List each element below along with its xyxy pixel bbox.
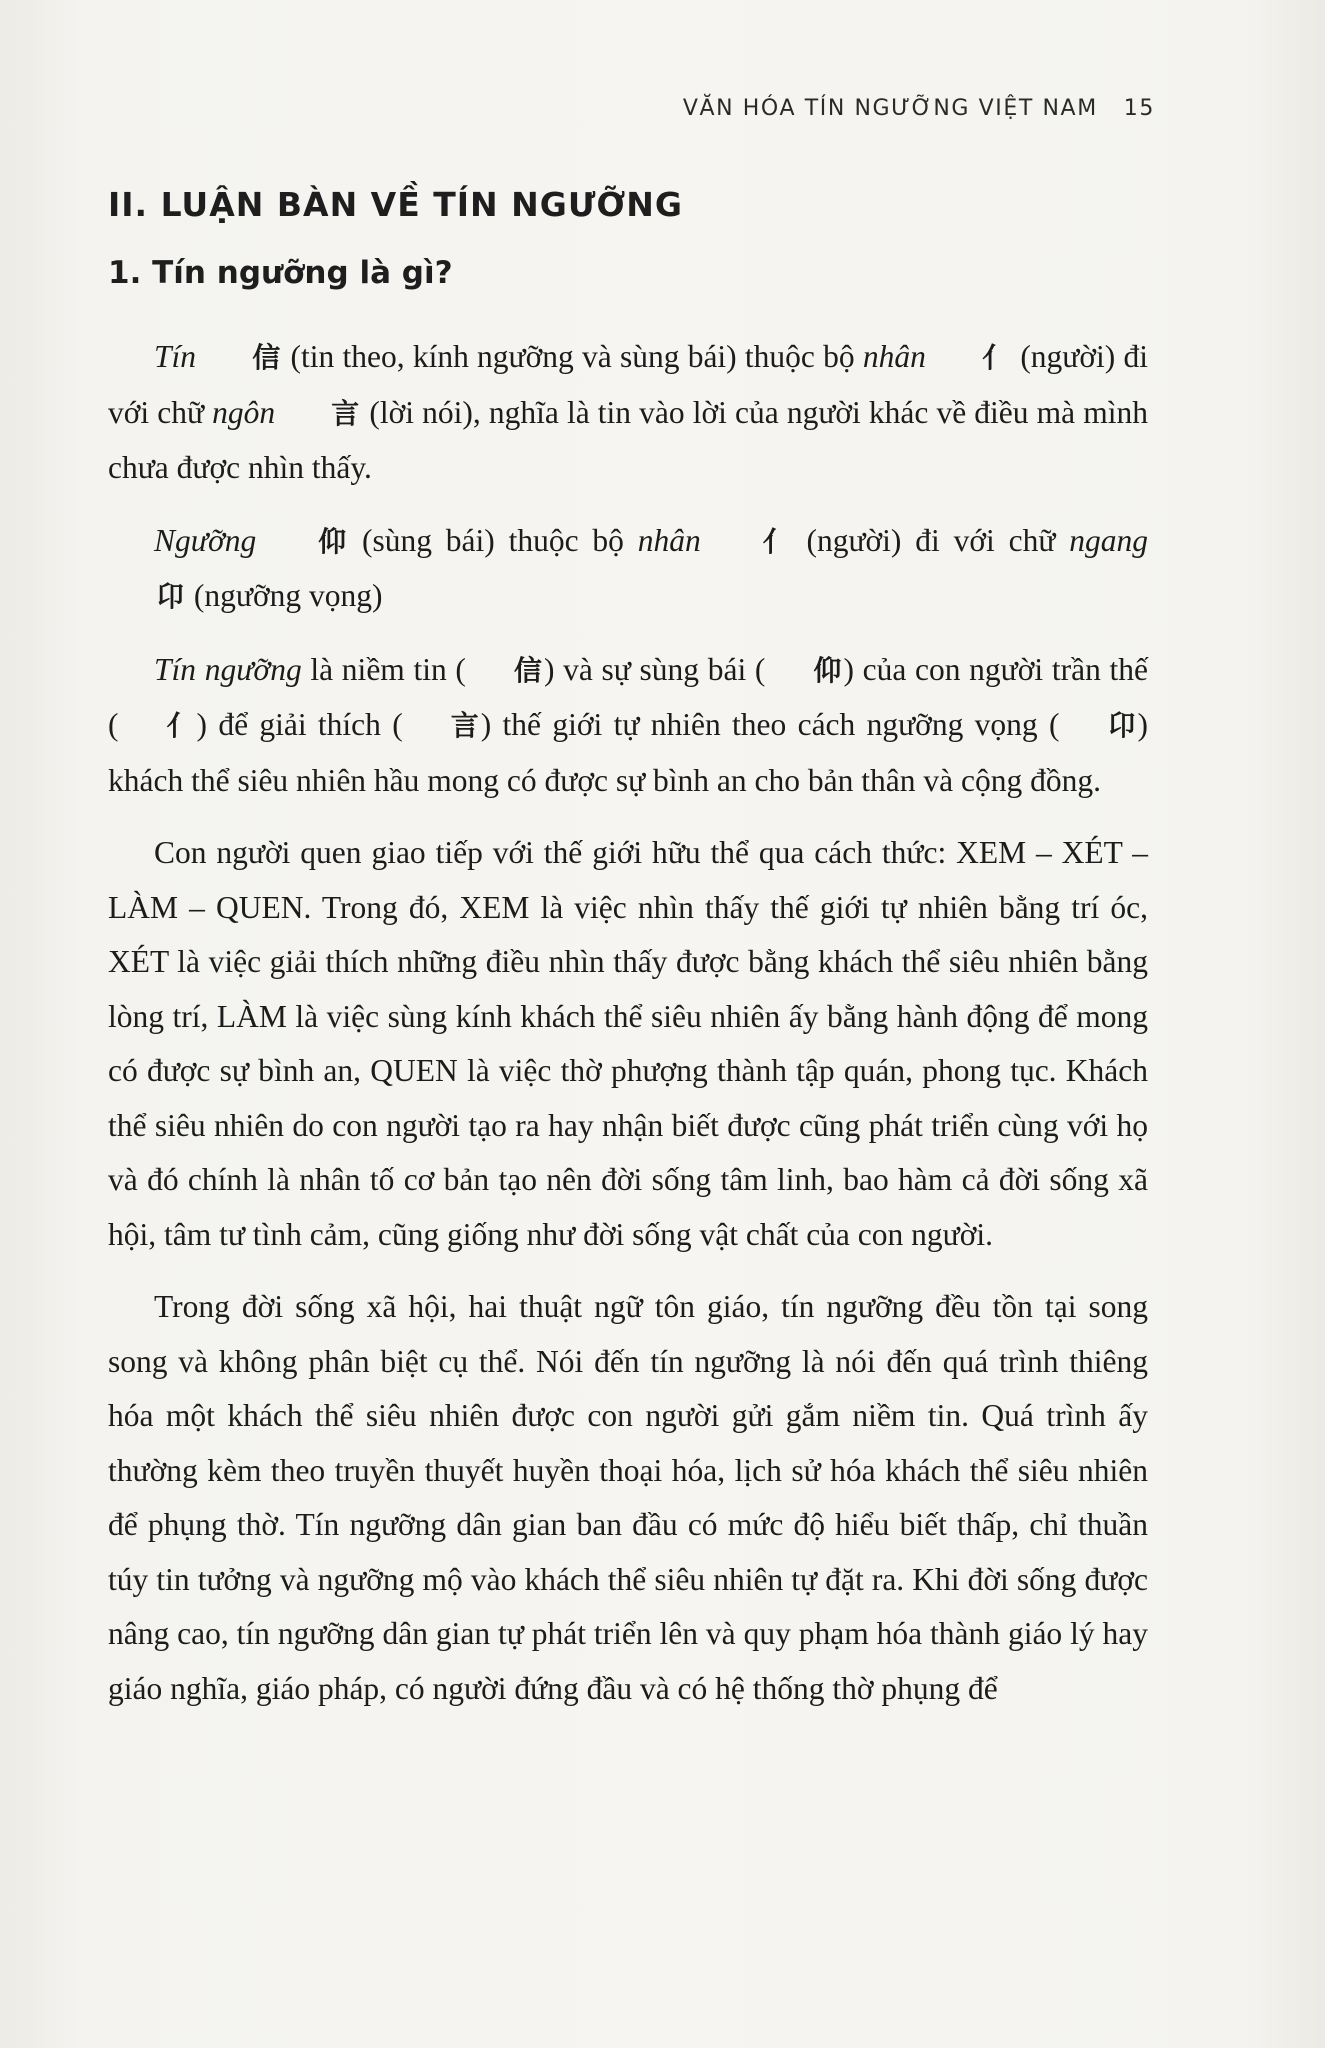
term-ngon: ngôn xyxy=(212,394,276,430)
running-header xyxy=(683,96,1155,121)
cjk-char-nhan: 亻 xyxy=(982,341,1011,374)
paragraph-text: (lời nói), nghĩa là tin vào lời của người khác về điều mà mình chưa được nhìn thấy. xyxy=(108,394,1148,485)
cjk-char-tin: 信 xyxy=(252,341,281,374)
paragraph-ton-giao-tin-nguong: Trong đời sống xã hội, hai thuật ngữ tôn giáo, tín ngưỡng đều tồn tại song song và không phân biệt cụ thể. Nói đến tín ngưỡng là nói đến quá trình thiêng hóa một khách thể siêu nhiên được con người gửi gắm niềm tin. Quá trình ấy thường kèm theo truyền thuyết huyền thoại hóa, lịch sử hóa khách thể siêu nhiên để phụng thờ. Tín ngưỡng dân gian ban đầu có mức độ hiểu biết thấp, chỉ thuần túy tin tưởng và ngưỡng mộ vào khách thể siêu nhiên tự đặt ra. Khi đời sống được nâng cao, tín ngưỡng dân gian tự phát triển lên và quy phạm hóa thành giáo lý hay giáo nghĩa, giáo pháp, có người đứng đầu và có hệ thống thờ phụng để xyxy=(108,1289,1148,1706)
section-title: II. LUẬN BÀN VỀ TÍN NGƯỠNG xyxy=(108,185,683,224)
paragraph-text: ) khách thể siêu nhiên hầu mong có được sự bình an cho bản thân và cộng đồng. xyxy=(108,707,1148,798)
paragraph-text: ) thế giới tự nhiên theo cách ngưỡng vọng ( xyxy=(480,707,1060,742)
paragraph-nguong xyxy=(108,514,1148,625)
cjk-char-ngon: 言 xyxy=(450,709,479,742)
cjk-char-nguong: 仰 xyxy=(318,524,347,558)
paragraph-tin xyxy=(108,330,1148,496)
paragraph-tin-nguong-definition xyxy=(108,643,1148,809)
paragraph-text: (người) đi với chữ xyxy=(792,522,1070,558)
cjk-char-ngon: 言 xyxy=(331,396,360,430)
term-tin-nguong: Tín ngưỡng xyxy=(154,651,302,687)
cjk-char-tin: 信 xyxy=(513,653,542,687)
term-nguong: Ngưỡng xyxy=(154,522,257,558)
term-ngang: ngang xyxy=(1069,522,1148,558)
paragraph-xem-xet-lam-quen: Con người quen giao tiếp với thế giới hữu thể qua cách thức: XEM – XÉT – LÀM – QUEN. Trong đó, XEM là việc nhìn thấy thế giới tự nhiên bằng trí óc, XÉT là việc giải thích những điều nhìn thấy được bằng khách thể siêu nhiên bằng lòng trí, LÀM là việc sùng kính khách thể siêu nhiên ấy bằng hành động để mong có được sự bình an, QUEN là việc thờ phượng thành tập quán, phong tục. Khách thể siêu nhiên do con người tạo ra hay nhận biết được cũng phát triển cùng với họ và đó chính là nhân tố cơ bản tạo nên đời sống tâm linh, bao hàm cả đời sống xã hội, tâm tư tình cảm, cũng giống như đời sống vật chất của con người. xyxy=(108,835,1148,1252)
paragraph-text: (tin theo, kính ngưỡng và sùng bái) thuộc bộ xyxy=(282,339,863,374)
paragraph-text: (ngưỡng vọng) xyxy=(186,578,383,613)
paragraph-text: (sùng bái) thuộc bộ xyxy=(348,522,638,558)
term-nhan: nhân xyxy=(637,522,701,558)
paragraph-text: ) của con người trần thế ( xyxy=(108,651,1148,742)
subsection-title: 1. Tín ngưỡng là gì? xyxy=(108,255,453,291)
page-number: 15 xyxy=(1123,96,1155,121)
term-nhan: nhân xyxy=(862,339,926,374)
term-tin: Tín xyxy=(154,339,197,374)
cjk-char-nhan: 亻 xyxy=(762,524,791,558)
paragraph-text: (người) đi với chữ xyxy=(108,339,1149,430)
paragraph-text: ) và sự sùng bái ( xyxy=(543,651,766,687)
paragraph-text: ) để giải thích ( xyxy=(196,707,403,742)
running-title: VĂN HÓA TÍN NGƯỠNG VIỆT NAM xyxy=(682,96,1098,121)
cjk-char-nguong: 仰 xyxy=(813,653,842,687)
cjk-char-ngang: 卬 xyxy=(1107,709,1136,742)
cjk-char-ngang: 卬 xyxy=(156,580,185,613)
cjk-char-nhan: 亻 xyxy=(166,709,195,742)
paragraph-text: là niềm tin ( xyxy=(301,651,466,687)
body-text xyxy=(108,330,1148,1734)
